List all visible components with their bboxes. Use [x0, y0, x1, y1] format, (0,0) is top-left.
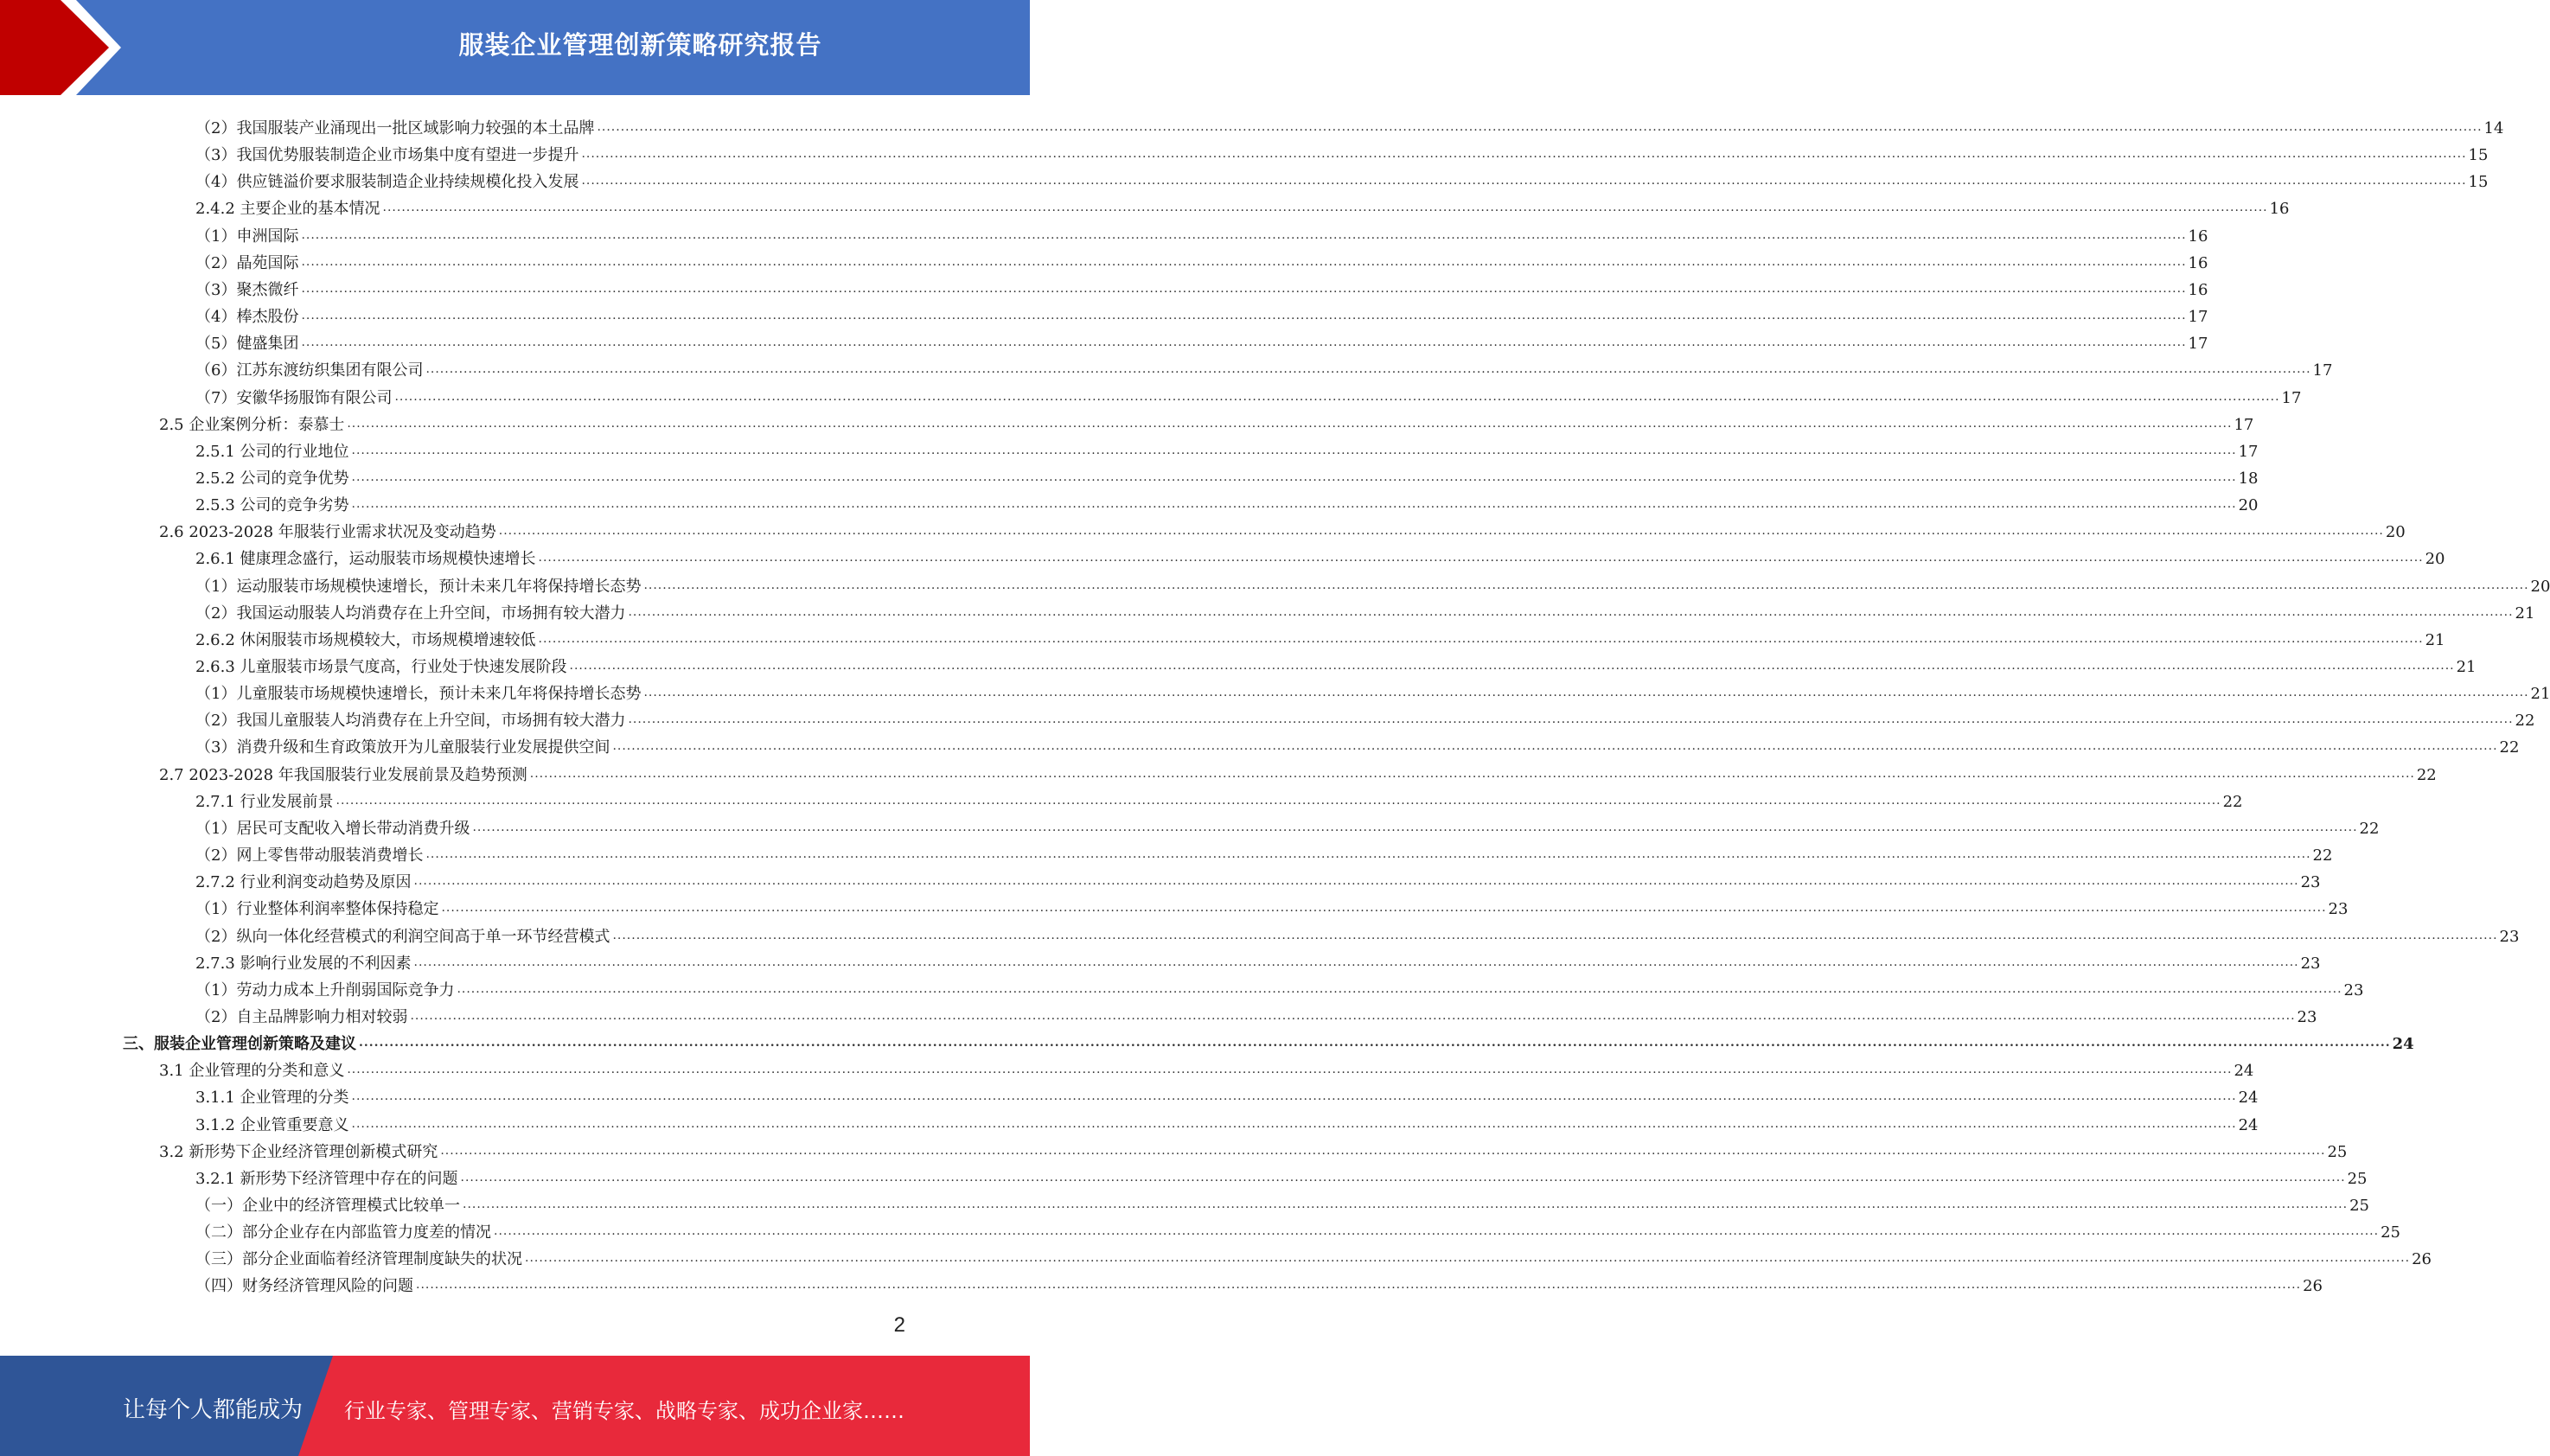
- toc-entry[interactable]: [195, 435, 2259, 462]
- toc-entry-page: 16: [2188, 280, 2208, 299]
- toc-entry-label: 2.6.3 儿童服装市场景气度高，行业处于快速发展阶段: [195, 658, 567, 676]
- toc-entry-label: （1）申洲国际: [195, 227, 299, 246]
- toc-entry-page: 24: [2238, 1115, 2259, 1134]
- footer-slogan-right: 行业专家、管理专家、营销专家、战略专家、成功企业家……: [344, 1399, 904, 1423]
- toc-entry[interactable]: [195, 1269, 2323, 1296]
- toc-entry-label: 2.4.2 主要企业的基本情况: [195, 200, 380, 219]
- toc-dot-leader: ................................................................................................................................................................................................................................................................................................................................................................................................................: [301, 281, 2187, 296]
- toc-entry-page: 22: [2416, 765, 2437, 784]
- toc-entry[interactable]: [195, 865, 2321, 892]
- toc-dot-leader: ................................................................................................................................................................................................................................................................................................................................................................................................................: [460, 1170, 2346, 1185]
- toc-entry[interactable]: [195, 677, 2550, 704]
- toc-dot-leader: ................................................................................................................................................................................................................................................................................................................................................................................................................: [581, 147, 2467, 162]
- toc-dot-leader: ................................................................................................................................................................................................................................................................................................................................................................................................................: [382, 201, 2268, 215]
- toc-entry-page: 22: [2499, 738, 2520, 757]
- toc-dot-leader: ................................................................................................................................................................................................................................................................................................................................................................................................................: [581, 174, 2467, 188]
- toc-dot-leader: ................................................................................................................................................................................................................................................................................................................................................................................................................: [463, 1197, 2349, 1211]
- toc-dot-leader: ................................................................................................................................................................................................................................................................................................................................................................................................................: [336, 793, 2221, 808]
- toc-entry-label: 2.7 2023-2028 年我国服装行业发展前景及趋势预测: [159, 765, 527, 784]
- toc-entry-page: 17: [2188, 335, 2208, 354]
- toc-entry-page: 25: [2349, 1197, 2369, 1215]
- toc-entry-page: 25: [2347, 1169, 2368, 1188]
- toc-dot-leader: ................................................................................................................................................................................................................................................................................................................................................................................................................: [347, 1063, 2233, 1077]
- toc-entry[interactable]: [159, 515, 2406, 542]
- toc-dot-leader: ................................................................................................................................................................................................................................................................................................................................................................................................................: [413, 874, 2299, 889]
- toc-entry[interactable]: [195, 300, 2208, 327]
- toc-entry-page: 23: [2343, 980, 2364, 999]
- toc-entry[interactable]: [159, 408, 2254, 435]
- toc-entry-label: （1）行业整体利润率整体保持稳定: [195, 900, 439, 919]
- toc-entry-page: 17: [2281, 388, 2302, 407]
- toc-dot-leader: ................................................................................................................................................................................................................................................................................................................................................................................................................: [538, 631, 2424, 646]
- report-title: 服装企业管理创新策略研究报告: [458, 29, 822, 60]
- toc-entry[interactable]: [195, 623, 2445, 650]
- toc-entry-label: （1）居民可支配收入增长带动消费升级: [195, 819, 470, 838]
- toc-dot-leader: ................................................................................................................................................................................................................................................................................................................................................................................................................: [359, 1036, 2391, 1050]
- toc-entry[interactable]: [123, 1027, 2414, 1054]
- toc-entry[interactable]: [195, 165, 2489, 192]
- toc-dot-leader: ................................................................................................................................................................................................................................................................................................................................................................................................................: [351, 469, 2237, 484]
- toc-dot-leader: ................................................................................................................................................................................................................................................................................................................................................................................................................: [498, 524, 2384, 539]
- toc-entry-label: （7）安徽华扬服饰有限公司: [195, 388, 393, 407]
- toc-entry[interactable]: [195, 192, 2290, 219]
- toc-entry[interactable]: [195, 246, 2208, 273]
- toc-dot-leader: ................................................................................................................................................................................................................................................................................................................................................................................................................: [413, 955, 2299, 969]
- toc-entry-page: 23: [2300, 873, 2321, 892]
- toc-entry-label: 2.7.3 影响行业发展的不利因素: [195, 954, 412, 973]
- toc-entry[interactable]: [195, 785, 2243, 812]
- toc-entry[interactable]: [195, 542, 2445, 569]
- toc-entry-label: 2.6.1 健康理念盛行，运动服装市场规模快速增长: [195, 550, 536, 569]
- toc-entry[interactable]: [195, 1242, 2432, 1269]
- toc-entry-label: 3.1 企业管理的分类和意义: [159, 1062, 345, 1081]
- toc-entry-label: （1）劳动力成本上升削弱国际竞争力: [195, 980, 455, 999]
- toc-entry[interactable]: [195, 138, 2489, 165]
- toc-entry[interactable]: [195, 1000, 2317, 1027]
- toc-entry-page: 17: [2188, 308, 2208, 327]
- toc-entry-label: 2.5.2 公司的竞争优势: [195, 469, 349, 488]
- toc-entry[interactable]: [195, 462, 2259, 489]
- toc-dot-leader: ................................................................................................................................................................................................................................................................................................................................................................................................................: [347, 416, 2233, 431]
- toc-entry[interactable]: [159, 1054, 2254, 1081]
- toc-dot-leader: ................................................................................................................................................................................................................................................................................................................................................................................................................: [301, 227, 2187, 242]
- toc-entry-page: 24: [2392, 1035, 2414, 1054]
- toc-entry-page: 24: [2234, 1062, 2254, 1081]
- toc-entry-label: （6）江苏东渡纺织集团有限公司: [195, 361, 424, 380]
- toc-entry[interactable]: [195, 947, 2321, 974]
- toc-entry-page: 21: [2530, 685, 2550, 704]
- toc-entry[interactable]: [159, 1135, 2348, 1162]
- toc-entry[interactable]: [159, 758, 2437, 785]
- page-header: [0, 0, 1030, 95]
- toc-entry-page: 22: [2222, 792, 2243, 811]
- toc-dot-leader: ................................................................................................................................................................................................................................................................................................................................................................................................................: [612, 928, 2498, 942]
- toc-dot-leader: ................................................................................................................................................................................................................................................................................................................................................................................................................: [612, 739, 2498, 754]
- toc-entry-label: （2）网上零售带动服装消费增长: [195, 846, 424, 865]
- toc-entry-page: 22: [2312, 846, 2333, 865]
- toc-entry-page: 17: [2312, 361, 2333, 380]
- page-number: 2: [893, 1313, 905, 1337]
- toc-entry[interactable]: [195, 570, 2550, 597]
- toc-entry[interactable]: [195, 327, 2208, 354]
- toc-entry-label: （2）晶苑国际: [195, 253, 299, 272]
- toc-dot-leader: ................................................................................................................................................................................................................................................................................................................................................................................................................: [525, 1251, 2411, 1266]
- toc-dot-leader: ................................................................................................................................................................................................................................................................................................................................................................................................................: [351, 1089, 2237, 1104]
- toc-entry-label: （四）财务经济管理风险的问题: [195, 1277, 413, 1296]
- toc-entry[interactable]: [195, 704, 2535, 731]
- toc-entry-page: 18: [2238, 469, 2259, 488]
- toc-entry-page: 24: [2238, 1089, 2259, 1108]
- toc-entry[interactable]: [195, 354, 2333, 380]
- toc-entry-page: 20: [2385, 523, 2406, 542]
- toc-entry-page: 16: [2269, 200, 2290, 219]
- toc-entry-page: 21: [2515, 603, 2535, 623]
- toc-dot-leader: ................................................................................................................................................................................................................................................................................................................................................................................................................: [643, 578, 2529, 592]
- toc-entry[interactable]: [195, 273, 2208, 300]
- toc-entry-page: 23: [2297, 1007, 2317, 1026]
- toc-entry-label: （2）我国儿童服装人均消费存在上升空间，市场拥有较大潜力: [195, 712, 626, 731]
- toc-entry-label: 2.5 企业案例分析：泰慕士: [159, 415, 345, 434]
- toc-entry-label: 2.6.2 休闲服装市场规模较大，市场规模增速较低: [195, 630, 536, 649]
- toc-entry-page: 21: [2456, 658, 2477, 676]
- toc-entry-page: 20: [2238, 496, 2259, 515]
- toc-entry[interactable]: [195, 892, 2349, 919]
- toc-dot-leader: ................................................................................................................................................................................................................................................................................................................................................................................................................: [425, 362, 2311, 377]
- toc-entry-page: 14: [2483, 119, 2504, 137]
- toc-entry-page: 23: [2300, 954, 2321, 973]
- toc-dot-leader: ................................................................................................................................................................................................................................................................................................................................................................................................................: [351, 1116, 2237, 1131]
- toc-entry-label: （3）消费升级和生育政策放开为儿童服装行业发展提供空间: [195, 738, 610, 757]
- toc-entry-page: 20: [2425, 550, 2445, 569]
- toc-entry-label: 3.2.1 新形势下经济管理中存在的问题: [195, 1169, 458, 1188]
- toc-entry-label: （4）供应链溢价要求服装制造企业持续规模化投入发展: [195, 173, 579, 192]
- toc-entry[interactable]: [195, 731, 2520, 757]
- toc-entry-page: 15: [2468, 146, 2489, 165]
- toc-dot-leader: ................................................................................................................................................................................................................................................................................................................................................................................................................: [301, 335, 2187, 350]
- toc-dot-leader: ................................................................................................................................................................................................................................................................................................................................................................................................................: [569, 659, 2455, 673]
- toc-entry-page: 25: [2327, 1142, 2348, 1161]
- toc-entry[interactable]: [195, 1081, 2259, 1108]
- toc-entry-label: 3.1.2 企业管重要意义: [195, 1115, 349, 1134]
- toc-entry-label: 2.5.3 公司的竞争劣势: [195, 496, 349, 515]
- toc-entry-label: （2）自主品牌影响力相对较弱: [195, 1007, 408, 1026]
- toc-dot-leader: ................................................................................................................................................................................................................................................................................................................................................................................................................: [472, 820, 2358, 834]
- toc-entry-page: 17: [2238, 442, 2259, 461]
- toc-entry-label: （5）健盛集团: [195, 335, 299, 354]
- toc-entry-page: 17: [2234, 415, 2254, 434]
- toc-dot-leader: ................................................................................................................................................................................................................................................................................................................................................................................................................: [416, 1278, 2302, 1293]
- toc-entry-label: 3.1.1 企业管理的分类: [195, 1089, 349, 1108]
- toc-entry[interactable]: [195, 220, 2208, 246]
- toc-entry[interactable]: [195, 381, 2302, 408]
- toc-dot-leader: ................................................................................................................................................................................................................................................................................................................................................................................................................: [628, 604, 2514, 619]
- toc-entry-label: 2.7.2 行业利润变动趋势及原因: [195, 873, 412, 892]
- toc-entry[interactable]: [195, 839, 2333, 865]
- toc-entry-label: （三）部分企业面临着经济管理制度缺失的状况: [195, 1250, 522, 1269]
- toc-entry-label: 2.5.1 公司的行业地位: [195, 442, 349, 461]
- toc-dot-leader: ................................................................................................................................................................................................................................................................................................................................................................................................................: [643, 686, 2529, 700]
- toc-entry[interactable]: [195, 650, 2477, 677]
- toc-entry-label: （2）我国运动服装人均消费存在上升空间，市场拥有较大潜力: [195, 603, 626, 623]
- toc-entry[interactable]: [195, 1162, 2368, 1189]
- toc-dot-leader: ................................................................................................................................................................................................................................................................................................................................................................................................................: [410, 1008, 2296, 1023]
- toc-entry[interactable]: [195, 1216, 2400, 1242]
- toc-entry-page: 21: [2425, 630, 2445, 649]
- toc-dot-leader: ................................................................................................................................................................................................................................................................................................................................................................................................................: [351, 443, 2237, 457]
- toc-entry-page: 16: [2188, 253, 2208, 272]
- toc-entry-page: 16: [2188, 227, 2208, 246]
- toc-dot-leader: ................................................................................................................................................................................................................................................................................................................................................................................................................: [628, 712, 2514, 727]
- toc-entry[interactable]: [195, 112, 2504, 138]
- toc-entry-label: （3）我国优势服装制造企业市场集中度有望进一步提升: [195, 146, 579, 165]
- toc-entry-label: 三、服装企业管理创新策略及建议: [123, 1035, 356, 1054]
- toc-entry-page: 26: [2412, 1250, 2432, 1269]
- toc-entry-label: （3）聚杰微纤: [195, 280, 299, 299]
- toc-entry-page: 23: [2499, 927, 2520, 946]
- toc-entry-page: 20: [2530, 577, 2550, 596]
- toc-entry-label: （一）企业中的经济管理模式比较单一: [195, 1197, 460, 1215]
- toc-entry-label: （1）儿童服装市场规模快速增长，预计未来几年将保持增长态势: [195, 685, 642, 704]
- toc-entry-page: 26: [2303, 1277, 2323, 1296]
- toc-entry-page: 23: [2328, 900, 2349, 919]
- toc-entry[interactable]: [195, 597, 2535, 623]
- toc-entry[interactable]: [195, 489, 2259, 515]
- toc-dot-leader: ................................................................................................................................................................................................................................................................................................................................................................................................................: [394, 389, 2280, 404]
- toc-entry-label: （4）棒杰股份: [195, 308, 299, 327]
- toc-entry[interactable]: [195, 812, 2380, 839]
- toc-dot-leader: ................................................................................................................................................................................................................................................................................................................................................................................................................: [301, 309, 2187, 323]
- toc-entry[interactable]: [195, 920, 2520, 947]
- toc-entry-label: 2.7.1 行业发展前景: [195, 792, 334, 811]
- toc-entry-label: （二）部分企业存在内部监管力度差的情况: [195, 1223, 491, 1242]
- toc-dot-leader: ................................................................................................................................................................................................................................................................................................................................................................................................................: [597, 120, 2483, 134]
- toc-entry[interactable]: [195, 1189, 2369, 1216]
- toc-dot-leader: ................................................................................................................................................................................................................................................................................................................................................................................................................: [529, 766, 2415, 781]
- toc-dot-leader: ................................................................................................................................................................................................................................................................................................................................................................................................................: [538, 551, 2424, 565]
- toc-dot-leader: ................................................................................................................................................................................................................................................................................................................................................................................................................: [425, 847, 2311, 862]
- toc-entry-page: 15: [2468, 173, 2489, 192]
- toc-dot-leader: ................................................................................................................................................................................................................................................................................................................................................................................................................: [494, 1224, 2380, 1239]
- toc-dot-leader: ................................................................................................................................................................................................................................................................................................................................................................................................................: [351, 497, 2237, 512]
- header-arrow-decoration: [0, 0, 130, 95]
- toc-entry-label: 2.6 2023-2028 年服装行业需求状况及变动趋势: [159, 523, 496, 542]
- toc-entry-label: （1）运动服装市场规模快速增长，预计未来几年将保持增长态势: [195, 577, 642, 596]
- toc-entry[interactable]: [195, 1108, 2259, 1135]
- toc-entry-label: （2）纵向一体化经营模式的利润空间高于单一环节经营模式: [195, 927, 610, 946]
- toc-entry[interactable]: [195, 974, 2364, 1000]
- toc-entry-label: 3.2 新形势下企业经济管理创新模式研究: [159, 1142, 438, 1161]
- toc-entry-page: 22: [2359, 819, 2380, 838]
- toc-dot-leader: ................................................................................................................................................................................................................................................................................................................................................................................................................: [440, 1143, 2326, 1158]
- toc-dot-leader: ................................................................................................................................................................................................................................................................................................................................................................................................................: [441, 901, 2327, 916]
- toc-entry-page: 25: [2381, 1223, 2400, 1242]
- toc-dot-leader: ................................................................................................................................................................................................................................................................................................................................................................................................................: [301, 254, 2187, 269]
- toc-dot-leader: ................................................................................................................................................................................................................................................................................................................................................................................................................: [457, 981, 2342, 996]
- toc-entry-label: （2）我国服装产业涌现出一批区域影响力较强的本土品牌: [195, 119, 595, 137]
- toc-entry-page: 22: [2515, 712, 2535, 731]
- footer-slogan-left: 让每个人都能成为: [123, 1397, 304, 1423]
